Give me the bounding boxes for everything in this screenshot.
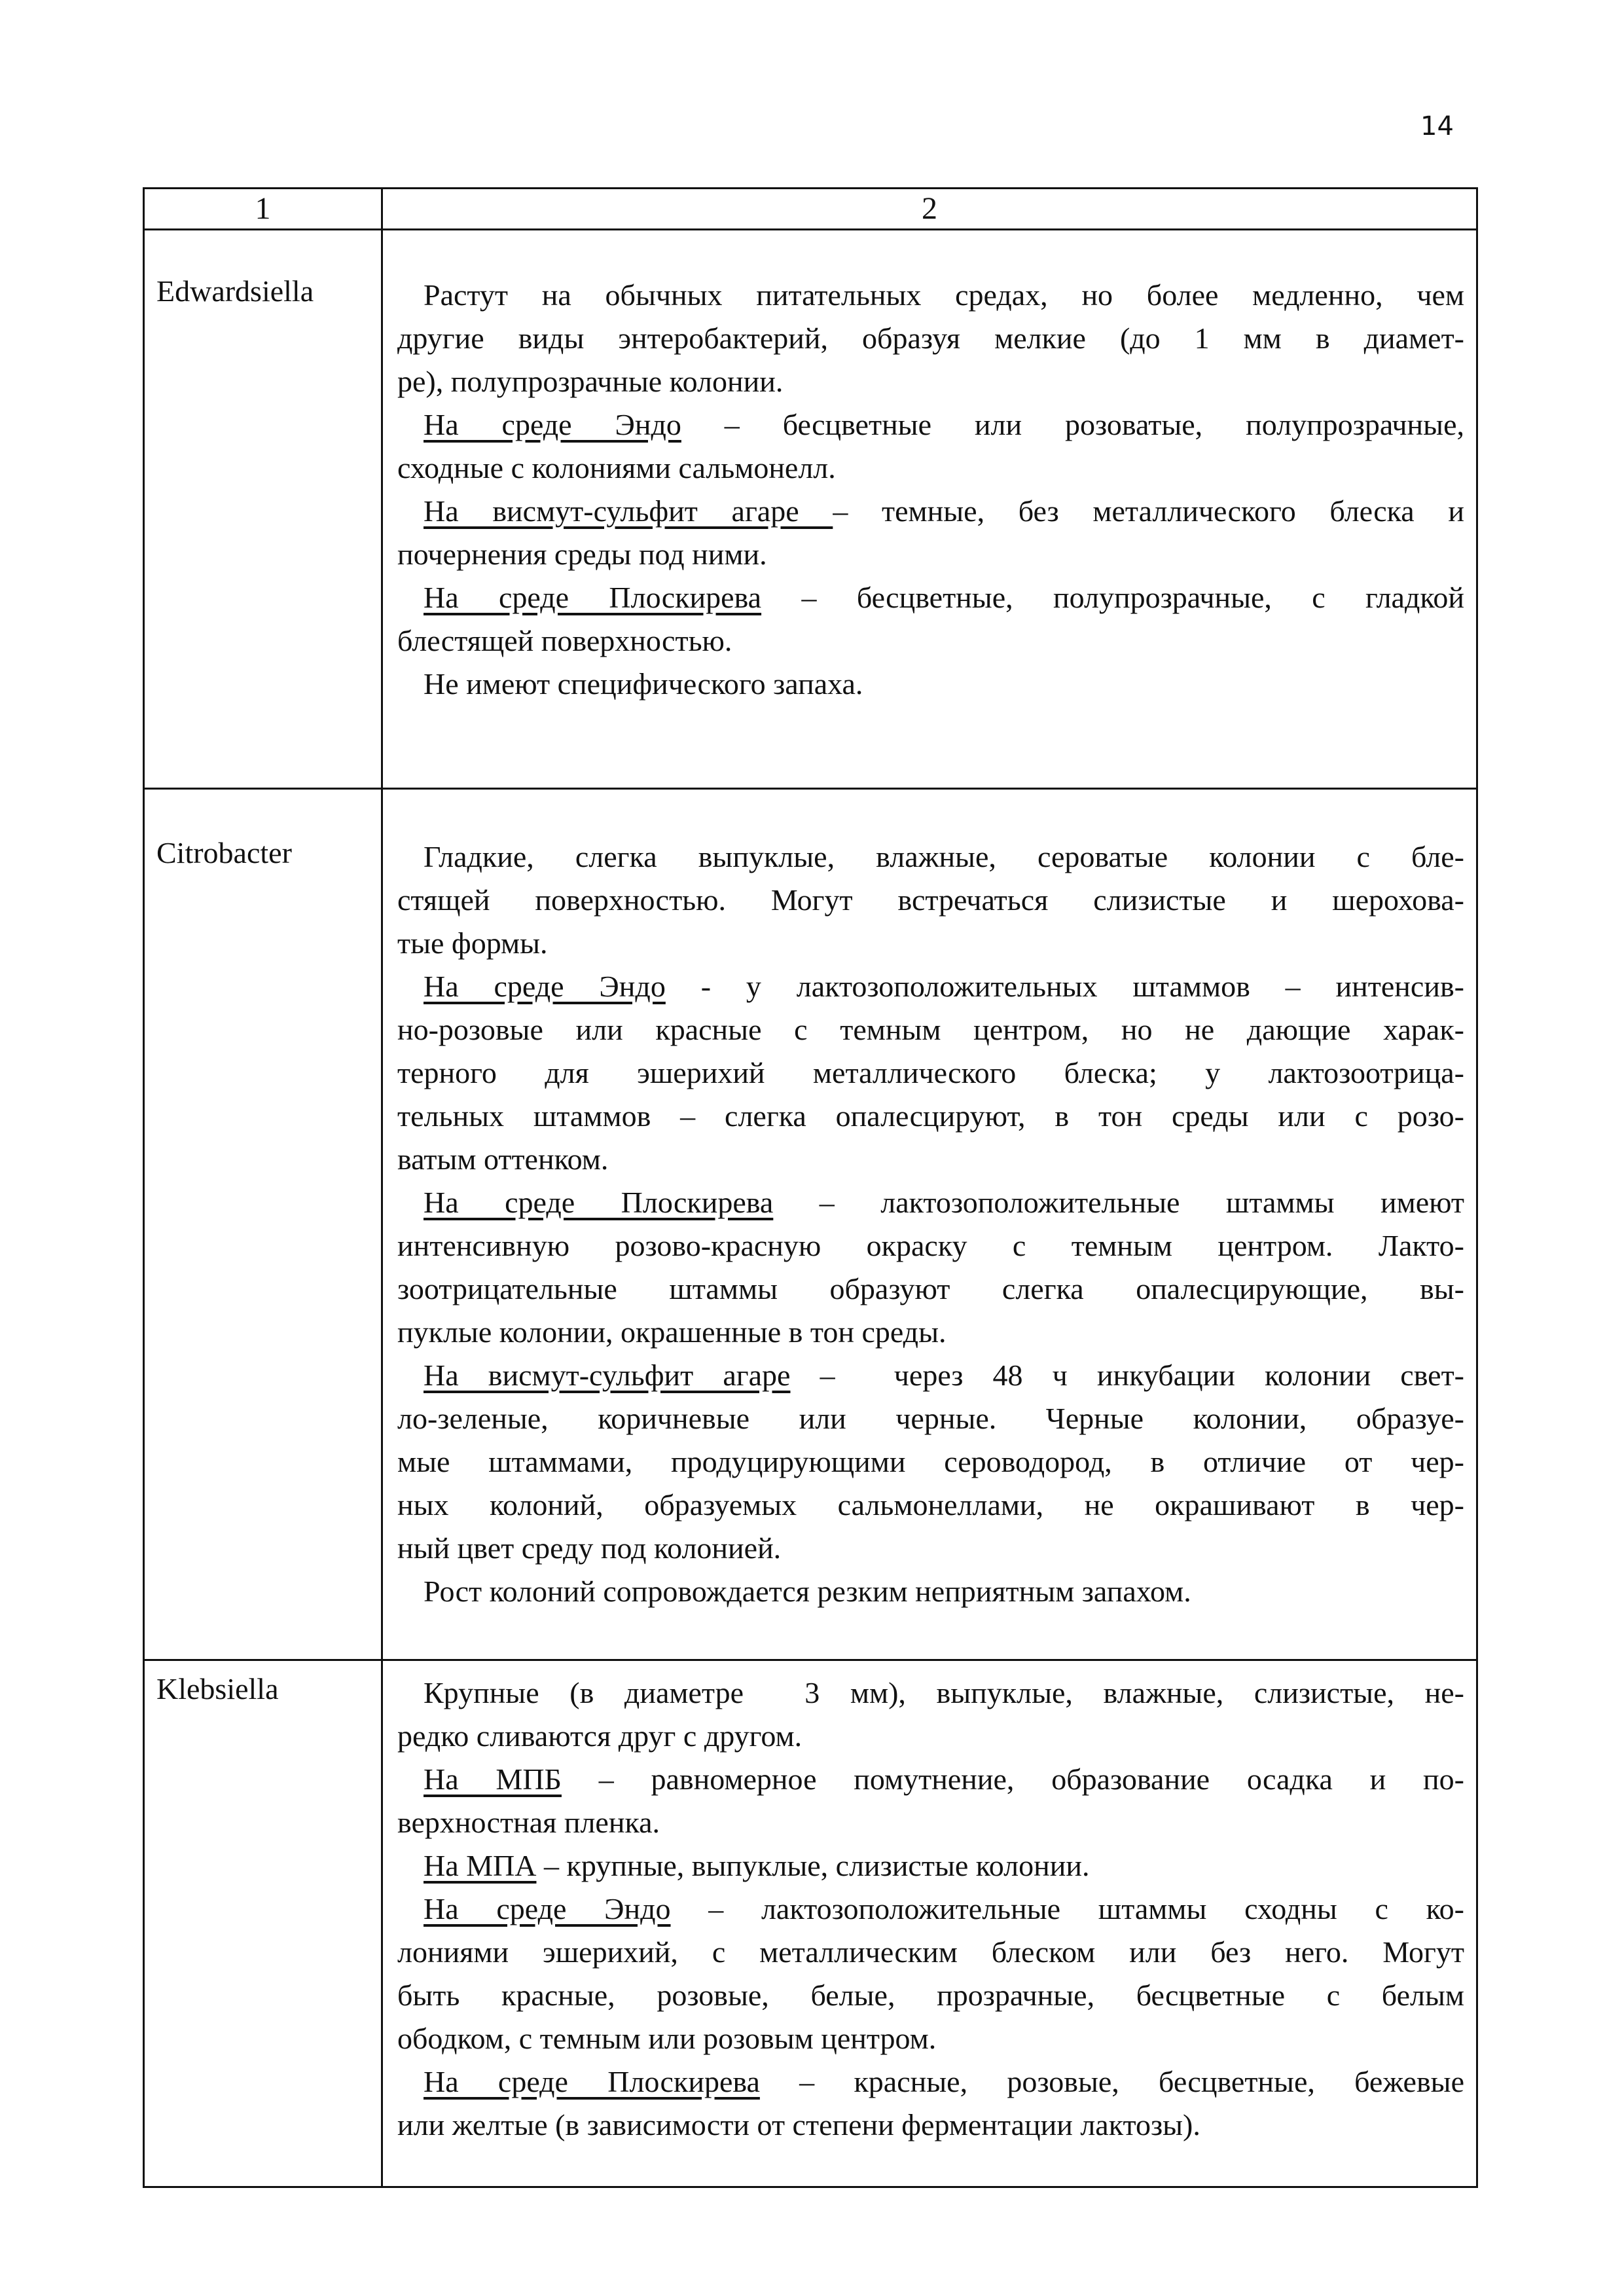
- description-paragraph: [397, 274, 1464, 403]
- genus-description: [382, 230, 1477, 789]
- text-fragment: блестящей поверхностью.: [397, 624, 732, 657]
- text-fragment: сходные с колониями сальмонелл.: [397, 451, 836, 484]
- text-line: [397, 360, 1464, 403]
- text-line: [397, 663, 1464, 706]
- description-paragraph: [397, 663, 1464, 706]
- text-fragment: пуклые колонии, окрашенные в тон среды.: [397, 1315, 947, 1349]
- text-line: [397, 1887, 1464, 1931]
- text-line: [397, 1354, 1464, 1397]
- text-fragment: лониями эшерихий, с металлическим блеском или без него. Могут: [397, 1935, 1464, 1969]
- text-fragment: быть красные, розовые, белые, прозрачные, бесцветные с белым: [397, 1978, 1464, 2012]
- description-paragraph: [397, 965, 1464, 1181]
- text-fragment: - у лактозоположительных штаммов – интенсив-: [665, 970, 1464, 1003]
- description-paragraph: [397, 1570, 1464, 1613]
- page-number: 14: [1420, 111, 1454, 141]
- text-line: [397, 1008, 1464, 1051]
- text-line: [397, 490, 1464, 533]
- description-paragraph: [397, 835, 1464, 965]
- text-line: [397, 1570, 1464, 1613]
- text-fragment: тые формы.: [397, 926, 548, 960]
- text-fragment: редко сливаются друг с другом.: [397, 1719, 803, 1753]
- genus-description: [382, 1660, 1477, 2187]
- medium-name-underlined: На среде Эндо: [424, 970, 666, 1003]
- text-fragment: Растут на обычных питательных средах, но более медленно, чем: [424, 278, 1464, 312]
- medium-name-underlined: На висмут-сульфит агаре: [424, 1358, 791, 1392]
- text-fragment: тельных штаммов – слегка опалесцируют, в тон среды или с розо-: [397, 1099, 1464, 1133]
- text-line: [397, 1440, 1464, 1484]
- description-paragraph: [397, 2060, 1464, 2147]
- text-fragment: почернения среды под ними.: [397, 538, 767, 571]
- text-line: [397, 403, 1464, 446]
- text-line: [397, 619, 1464, 663]
- table-row: [144, 1660, 1477, 2187]
- text-line: [397, 1181, 1464, 1224]
- text-fragment: – красные, розовые, бесцветные, бежевые: [759, 2065, 1464, 2098]
- text-fragment: Рост колоний сопровождается резким неприятным запахом.: [424, 1575, 1191, 1608]
- medium-name-underlined: На среде Эндо: [424, 408, 681, 441]
- genus-name: Klebsiella: [144, 1660, 382, 2187]
- text-line: [397, 1138, 1464, 1181]
- genus-name: Citrobacter: [144, 789, 382, 1660]
- text-line: [397, 1484, 1464, 1527]
- text-line: [397, 1931, 1464, 1974]
- text-line: [397, 835, 1464, 879]
- header-col-1: 1: [144, 189, 382, 230]
- text-fragment: Крупные (в диаметре 3 мм), выпуклые, влажные, слизистые, не-: [424, 1676, 1464, 1709]
- text-fragment: ободком, с темным или розовым центром.: [397, 2022, 937, 2055]
- description-table: [143, 187, 1478, 2188]
- medium-name-underlined: На МПБ: [424, 1762, 562, 1796]
- text-fragment: ватым оттенком.: [397, 1142, 609, 1176]
- text-line: [397, 1267, 1464, 1311]
- table-row: [144, 230, 1477, 789]
- text-fragment: зоотрицательные штаммы образуют слегка опалесцирующие, вы-: [397, 1272, 1464, 1305]
- text-fragment: – крупные, выпуклые, слизистые колонии.: [536, 1849, 1090, 1882]
- medium-name-underlined: На среде Эндо: [424, 1892, 671, 1925]
- text-line: [397, 1397, 1464, 1440]
- text-line: [397, 965, 1464, 1008]
- medium-name-underlined: На среде Плоскирева: [424, 581, 762, 614]
- text-fragment: – темные, без металлического блеска и: [833, 494, 1464, 528]
- description-paragraph: [397, 1844, 1464, 1887]
- text-line: [397, 1801, 1464, 1844]
- text-line: [397, 1051, 1464, 1095]
- text-fragment: другие виды энтеробактерий, образуя мелкие (до 1 мм в диамет-: [397, 321, 1464, 355]
- text-fragment: – равномерное помутнение, образование осадка и по-: [561, 1762, 1464, 1796]
- text-line: [397, 2104, 1464, 2147]
- text-fragment: верхностная пленка.: [397, 1806, 660, 1839]
- text-line: [397, 1758, 1464, 1801]
- text-line: [397, 317, 1464, 360]
- description-paragraph: [397, 576, 1464, 663]
- description-paragraph: [397, 1758, 1464, 1844]
- text-line: [397, 1671, 1464, 1715]
- text-fragment: Не имеют специфического запаха.: [424, 667, 863, 701]
- genus-description: [382, 789, 1477, 1660]
- text-line: [397, 2017, 1464, 2060]
- text-fragment: Гладкие, слегка выпуклые, влажные, сероватые колонии с бле-: [424, 840, 1464, 873]
- text-line: [397, 1311, 1464, 1354]
- text-fragment: – лактозоположительные штаммы сходны с ко-: [670, 1892, 1464, 1925]
- description-paragraph: [397, 1887, 1464, 2060]
- text-line: [397, 879, 1464, 922]
- medium-name-underlined: На МПА: [424, 1849, 537, 1882]
- description-paragraph: [397, 1671, 1464, 1758]
- text-fragment: ный цвет среду под колонией.: [397, 1531, 782, 1565]
- header-col-2: 2: [382, 189, 1477, 230]
- description-paragraph: [397, 1354, 1464, 1570]
- text-line: [397, 922, 1464, 965]
- medium-name-underlined: На среде Плоскирева: [424, 2065, 760, 2098]
- text-line: [397, 446, 1464, 490]
- text-line: [397, 1527, 1464, 1570]
- text-fragment: или желтые (в зависимости от степени ферментации лактозы).: [397, 2108, 1200, 2141]
- text-line: [397, 1224, 1464, 1267]
- text-fragment: мые штаммами, продуцирующими сероводород, в отличие от чер-: [397, 1445, 1464, 1478]
- text-fragment: но-розовые или красные с темным центром, но не дающие харак-: [397, 1013, 1464, 1046]
- text-fragment: ло-зеленые, коричневые или черные. Черные колонии, образуе-: [397, 1402, 1464, 1435]
- text-line: [397, 1095, 1464, 1138]
- description-paragraph: [397, 403, 1464, 490]
- text-line: [397, 2060, 1464, 2104]
- text-fragment: стящей поверхностью. Могут встречаться слизистые и шерохова-: [397, 883, 1464, 917]
- genus-name: Edwardsiella: [144, 230, 382, 789]
- description-paragraph: [397, 1181, 1464, 1354]
- text-line: [397, 1844, 1464, 1887]
- text-line: [397, 1974, 1464, 2017]
- table-row: [144, 789, 1477, 1660]
- text-fragment: – бесцветные или розоватые, полупрозрачные,: [681, 408, 1464, 441]
- text-fragment: интенсивную розово-красную окраску с темным центром. Лакто-: [397, 1229, 1464, 1262]
- text-fragment: ных колоний, образуемых сальмонеллами, не окрашивают в чер-: [397, 1488, 1464, 1522]
- text-line: [397, 533, 1464, 576]
- text-fragment: – лактозоположительные штаммы имеют: [773, 1186, 1464, 1219]
- text-line: [397, 1715, 1464, 1758]
- medium-name-underlined: На висмут-сульфит агаре: [424, 494, 833, 528]
- text-fragment: терного для эшерихий металлического блеска; у лактозоотрица-: [397, 1056, 1464, 1089]
- text-fragment: – через 48 ч инкубации колонии свет-: [790, 1358, 1464, 1392]
- text-line: [397, 576, 1464, 619]
- table-header-row: [144, 189, 1477, 230]
- description-paragraph: [397, 490, 1464, 576]
- text-fragment: – бесцветные, полупрозрачные, с гладкой: [761, 581, 1464, 614]
- text-line: [397, 274, 1464, 317]
- text-fragment: ре), полупрозрачные колонии.: [397, 365, 784, 398]
- medium-name-underlined: На среде Плоскирева: [424, 1186, 774, 1219]
